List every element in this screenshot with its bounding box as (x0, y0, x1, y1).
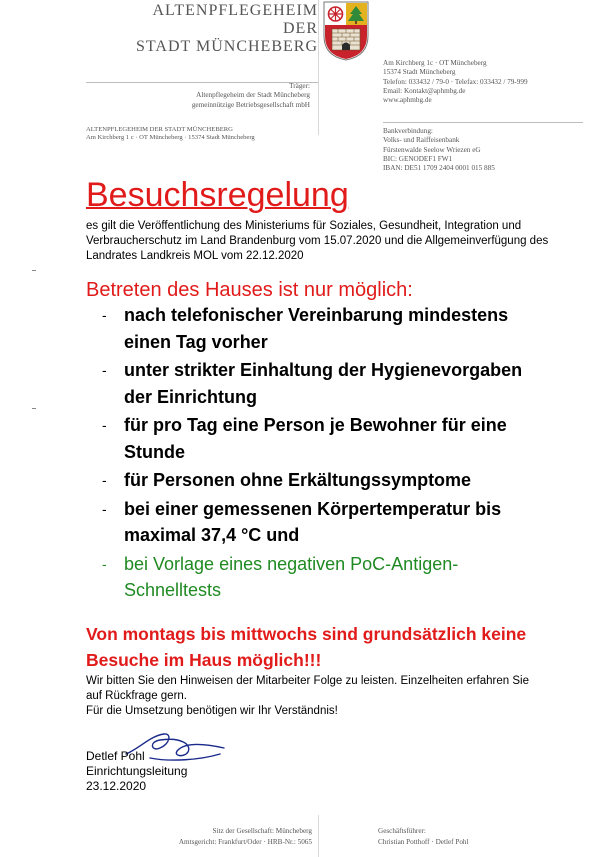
return-address-line1: ALTENPFLEGEHEIM DER STADT MÜNCHEBERG (86, 126, 233, 133)
intro-text: es gilt die Veröffentlichung des Ministeriums für Soziales, Gesundheit, Integration und Verbraucherschutz im Land Brandenburg vom 15.07.2020 und die Allgemeinverfügung des Landrates Landkreis MOL vom 22.12.2020 (86, 220, 549, 262)
carrier-line1: Altenpflegeheim der Stadt Müncheberg (196, 91, 310, 100)
rule-item (102, 412, 552, 465)
rule-text: bei einer gemessenen Körpertemperatur bis maximal 37,4 °C und (124, 498, 502, 545)
footer-seat: Sitz der Gesellschaft: Müncheberg (212, 827, 312, 835)
carrier-block (108, 82, 310, 110)
carrier-label: Träger: (289, 82, 310, 90)
contact-block (383, 59, 528, 105)
bullet-dash: - (102, 362, 107, 378)
carrier-line2: gemeinnützige Betriebsgesellschaft mbH (191, 100, 310, 109)
organization-name-line1: ALTENPFLEGEHEIM DER (152, 2, 318, 37)
closing-days-warning: Von montags bis mittwochs sind grundsätzlich keine Besuche im Haus möglich!!! (86, 624, 527, 670)
bank-name: Volks- und Raiffeisenbank (383, 136, 460, 145)
bank-label: Bankverbindung: (383, 127, 433, 135)
fold-mark (32, 270, 36, 271)
bank-iban: IBAN: DE51 1709 2404 0001 015 885 (383, 164, 495, 173)
rule-text: unter strikter Einhaltung der Hygienevorgaben der Einrichtung (124, 360, 523, 407)
bullet-dash: - (102, 307, 107, 323)
rule-text: bei Vorlage eines negativen PoC-Antigen-Schnelltests (124, 553, 459, 600)
punch-mark (32, 408, 36, 409)
rule-text: nach telefonischer Vereinbarung mindestens einen Tag vorher (124, 305, 509, 352)
organization-name (118, 2, 318, 56)
notice-text (86, 674, 536, 719)
signer-name: Detlef Pohl (86, 749, 145, 763)
footer-managers (378, 826, 469, 848)
contact-city: 15374 Stadt Müncheberg (383, 68, 456, 77)
rule-item-test (102, 551, 552, 604)
footer-divider (318, 815, 319, 857)
return-address (86, 126, 255, 142)
footer-managers-label: Geschäftsführer: (378, 827, 426, 835)
organization-name-line2: STADT MÜNCHEBERG (136, 38, 318, 55)
notice-line2: Für die Umsetzung benötigen wir Ihr Verständnis! (86, 705, 338, 717)
bullet-dash: - (102, 417, 107, 433)
bullet-dash: - (102, 472, 107, 488)
rule-text: für pro Tag eine Person je Bewohner für eine Stunde (124, 415, 507, 462)
footer-managers-names: Christian Potthoff · Detlef Pohl (378, 838, 469, 846)
coat-of-arms-icon (322, 0, 370, 62)
notice-line1: Wir bitten Sie den Hinweisen der Mitarbeiter Folge zu leisten. Einzelheiten erfahren Sie auf Rückfrage gern. (86, 675, 529, 702)
document-date: 23.12.2020 (86, 779, 147, 793)
page-title: Besuchsregelung (86, 176, 349, 214)
bank-block (383, 127, 495, 173)
signer-role: Einrichtungsleitung (86, 764, 188, 778)
contact-street: Am Kirchberg 1c · OT Müncheberg (383, 59, 487, 67)
rule-item (102, 357, 552, 410)
contact-email: Email: Kontakt@aphmbg.de (383, 86, 466, 95)
contact-phone: Telefon: 033432 / 79-0 · Telefax: 033432 / 79-999 (383, 77, 528, 86)
letterhead-divider (318, 0, 319, 135)
rule-item (102, 496, 552, 549)
rule-item (102, 302, 552, 355)
rule-item (102, 467, 552, 494)
contact-rule (383, 122, 583, 123)
footer-company-info (120, 826, 312, 848)
footer-court: Amtsgericht: Frankfurt/Oder · HRB-Nr.: 5065 (178, 838, 312, 846)
bank-bic: BIC: GENODEF1 FW1 (383, 154, 453, 163)
rules-list (102, 302, 552, 606)
return-address-line2: Am Kirchberg 1 c · OT Müncheberg · 15374 Stadt Müncheberg (86, 134, 255, 141)
bullet-dash: - (102, 555, 107, 572)
bank-branch: Fürstenwalde Seelow Wriezen eG (383, 145, 481, 154)
rule-text: für Personen ohne Erkältungssymptome (124, 470, 472, 490)
rules-title: Betreten des Hauses ist nur möglich: (86, 279, 413, 301)
contact-website: www.aphmbg.de (383, 96, 432, 105)
bullet-dash: - (102, 500, 107, 517)
